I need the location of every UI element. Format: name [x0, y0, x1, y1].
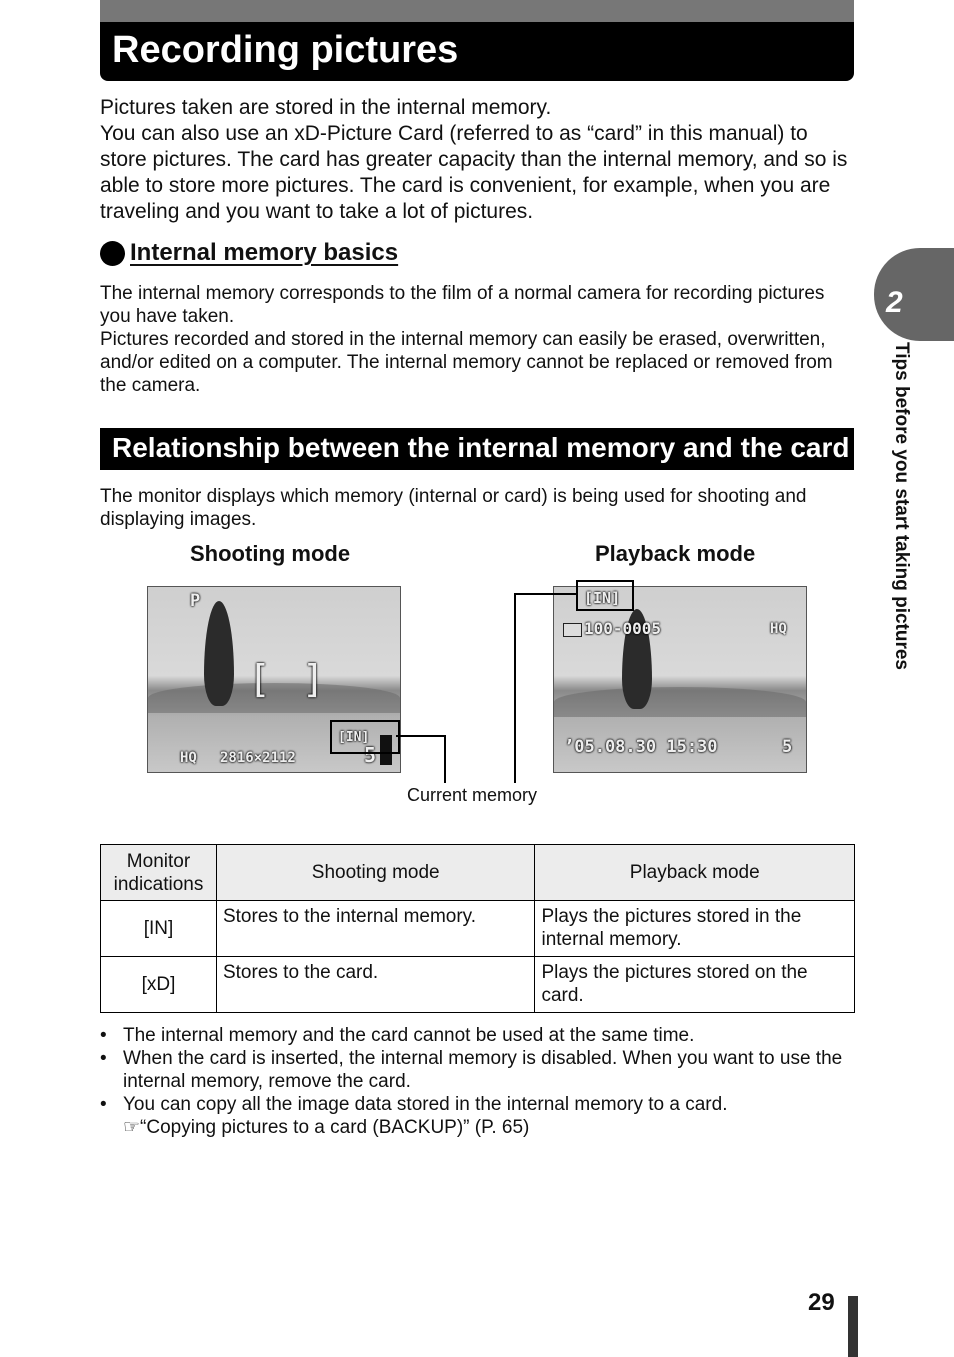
notes-list: [100, 1024, 856, 1139]
quality-indicator: HQ: [180, 750, 197, 766]
reference-icon: ☞: [123, 1117, 141, 1138]
internal-memory-heading-text: Internal memory basics: [130, 239, 399, 266]
internal-body-2: Pictures recorded and stored in the internal memory can easily be erased, overwritten, and/or edited on a computer. The internal memory cannot be replaced or removed from the camera.: [100, 329, 833, 396]
hill-shape: [554, 687, 806, 717]
chapter-number: 2: [886, 286, 903, 319]
file-number: 100-0005: [584, 619, 662, 638]
current-memory-caption: Current memory: [407, 785, 538, 805]
section-bar: [100, 428, 854, 470]
af-target-mark: [ ]: [248, 657, 329, 701]
chapter-title-vertical: [888, 342, 912, 742]
table-header: Playback mode: [535, 845, 855, 901]
page-number: 29: [808, 1289, 835, 1316]
callout-line: [396, 735, 446, 737]
intro-line-2: You can also use an xD-Picture Card (referred to as “card” in this manual) to store pictures. The card has greater capacity than the internal memory, and so is able to store more pictures. The card is convenient, for example, when you are traveling and you want to take a lot of pictures.: [100, 122, 848, 223]
tree-shape: [204, 601, 234, 706]
table-row: [101, 957, 855, 1013]
table-cell: Stores to the card.: [216, 957, 535, 1013]
callout-line: [444, 735, 446, 783]
list-item: • When the card is inserted, the internal memory is disabled. When you want to use the internal memory, remove the card.: [100, 1047, 856, 1093]
internal-memory-heading: [100, 238, 398, 268]
shooting-callout-box: [330, 720, 400, 754]
page-title: Recording pictures: [112, 29, 459, 71]
internal-memory-body: [100, 282, 856, 397]
list-item: [100, 1093, 856, 1139]
table-cell: Stores to the internal memory.: [216, 901, 535, 957]
resolution-indicator: 2816×2112: [220, 750, 296, 766]
callout-line: [514, 593, 576, 595]
internal-body-1: The internal memory corresponds to the film of a normal camera for recording pictures you have taken.: [100, 283, 825, 327]
frame-number: 5: [782, 737, 793, 757]
memory-table: [100, 844, 855, 1013]
table-header: Monitor indications: [101, 845, 217, 901]
reference-link[interactable]: “Copying pictures to a card (BACKUP)” (P. 65): [140, 1117, 530, 1138]
table-cell: Plays the pictures stored in the internal memory.: [535, 901, 855, 957]
table-header-row: [101, 845, 855, 901]
title-strip: [100, 0, 854, 22]
intro-line-1: Pictures taken are stored in the internal memory.: [100, 96, 552, 119]
section-heading: Relationship between the internal memory and the card: [112, 432, 850, 463]
mode-indicator: P: [190, 591, 201, 611]
date-time: ’05.08.30 15:30: [564, 737, 718, 757]
chapter-title: Tips before you start taking pictures: [891, 342, 912, 671]
table-cell: [IN]: [101, 901, 217, 957]
page-bar: [848, 1296, 858, 1357]
remaining-count: 5: [364, 743, 377, 767]
title-bar: [100, 0, 854, 81]
playback-mode-label: Playback mode: [595, 541, 756, 566]
list-item: • The internal memory and the card cannot be used at the same time.: [100, 1024, 856, 1047]
file-icon: [563, 623, 582, 637]
table-cell: [xD]: [101, 957, 217, 1013]
memory-indicator-playback: [IN]: [584, 589, 621, 607]
playback-quality: HQ: [770, 621, 787, 637]
table-cell: Plays the pictures stored on the card.: [535, 957, 855, 1013]
section-body: The monitor displays which memory (internal or card) is being used for shooting and displaying images.: [100, 486, 807, 530]
chapter-tab: [874, 248, 954, 341]
playback-screen: [553, 586, 807, 773]
playback-callout-box: [576, 580, 634, 611]
intro-text: [100, 95, 856, 225]
shooting-mode-label: Shooting mode: [190, 541, 351, 566]
bullet-dot-icon: [100, 241, 125, 266]
table-header: Shooting mode: [216, 845, 535, 901]
memory-indicator-shooting: [IN]: [338, 730, 370, 745]
note-text: You can copy all the image data stored in the internal memory to a card.: [123, 1094, 728, 1115]
table-row: [101, 901, 855, 957]
callout-line: [514, 593, 516, 783]
